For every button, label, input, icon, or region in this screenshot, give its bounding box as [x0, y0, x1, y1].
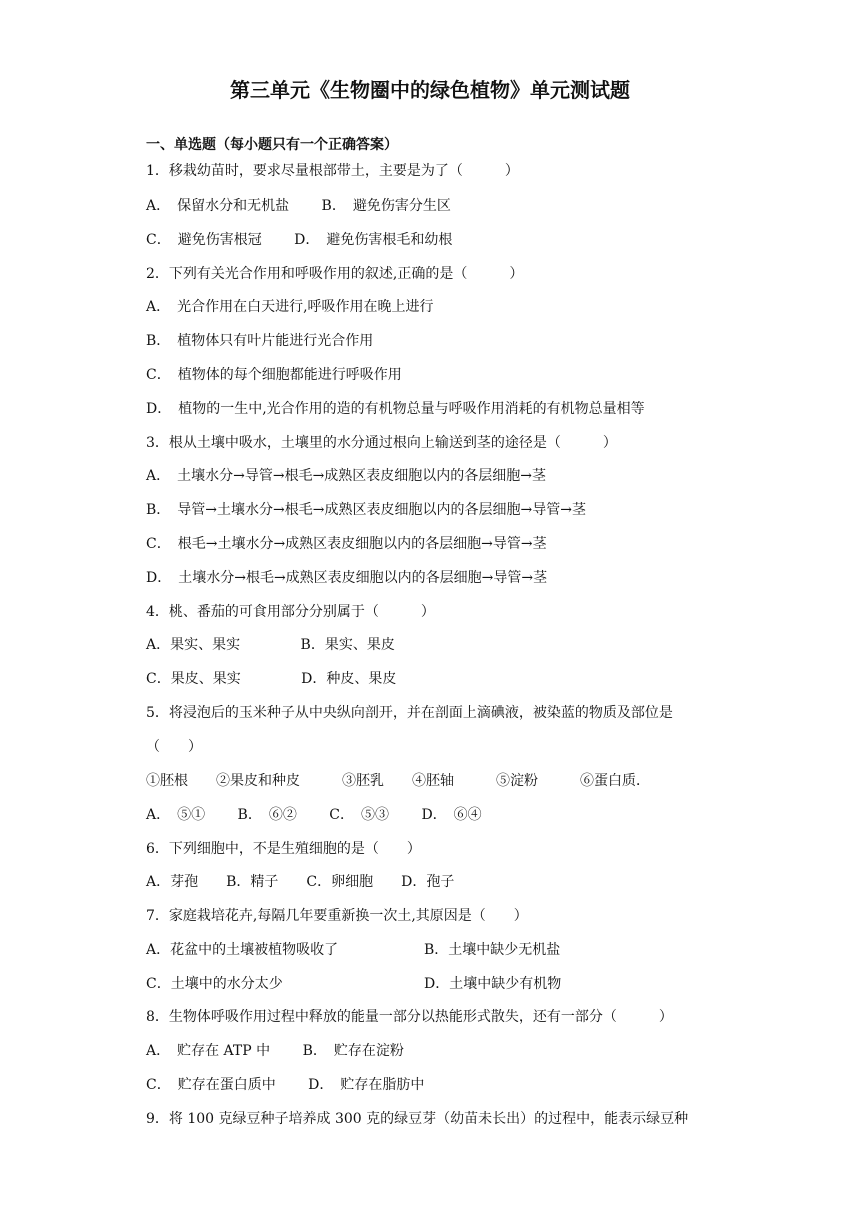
question-4-options-row-2: C．果皮、果实 D．种皮、果皮 — [146, 671, 397, 687]
question-1: 1．移栽幼苗时，要求尽量根部带土，主要是为了（ ） — [146, 163, 519, 179]
question-3-option-c: C． 根毛→土壤水分→成熟区表皮细胞以内的各层细胞→导管→茎 — [146, 536, 547, 552]
question-1-options-row-1: A． 保留水分和无机盐 B． 避免伤害分生区 — [146, 198, 451, 214]
question-7: 7．家庭栽培花卉,每隔几年要重新换一次土,其原因是（ ） — [146, 908, 528, 924]
question-5-items: ①胚根 ②果皮和种皮 ③胚乳 ④胚轴 ⑤淀粉 ⑥蛋白质． — [146, 773, 650, 789]
question-4: 4．桃、番茄的可食用部分分别属于（ ） — [146, 604, 435, 620]
question-7-option-a: A．花盆中的土壤被植物吸收了 — [146, 942, 339, 958]
question-6-options: A．芽孢 B．精子 C．卵细胞 D．孢子 — [146, 874, 455, 890]
document-title: 第三单元《生物圈中的绿色植物》单元测试题 — [230, 78, 630, 102]
question-5-options: A． ⑤① B． ⑥② C． ⑤③ D． ⑥④ — [146, 807, 482, 823]
question-5: 5．将浸泡后的玉米种子从中央纵向剖开，并在剖面上滴碘液，被染蓝的物质及部位是 — [146, 705, 673, 721]
question-3-option-a: A． 土壤水分→导管→根毛→成熟区表皮细胞以内的各层细胞→茎 — [146, 468, 547, 484]
question-8-options-row-1: A． 贮存在 ATP 中 B． 贮存在淀粉 — [146, 1043, 404, 1059]
question-2-option-c: C． 植物体的每个细胞都能进行呼吸作用 — [146, 367, 402, 383]
question-3-option-d: D． 土壤水分→根毛→成熟区表皮细胞以内的各层细胞→导管→茎 — [146, 570, 548, 586]
question-2: 2．下列有关光合作用和呼吸作用的叙述,正确的是（ ） — [146, 266, 524, 282]
question-8-options-row-2: C． 贮存在蛋白质中 D． 贮存在脂肪中 — [146, 1077, 425, 1093]
question-2-option-b: B． 植物体只有叶片能进行光合作用 — [146, 333, 374, 349]
question-9: 9．将 100 克绿豆种子培养成 300 克的绿豆芽（幼苗未长出）的过程中，能表示绿豆种 — [146, 1111, 689, 1127]
question-7-option-d: D．土壤中缺少有机物 — [424, 976, 562, 992]
question-3: 3．根从土壤中吸水，土壤里的水分通过根向上输送到茎的途径是（ ） — [146, 435, 617, 451]
question-3-option-b: B． 导管→土壤水分→根毛→成熟区表皮细胞以内的各层细胞→导管→茎 — [146, 502, 586, 518]
question-7-option-c: C．土壤中的水分太少 — [146, 976, 283, 992]
question-2-option-a: A． 光合作用在白天进行,呼吸作用在晚上进行 — [146, 299, 434, 315]
question-5-continuation: （ ） — [146, 739, 202, 755]
question-6: 6．下列细胞中，不是生殖细胞的是（ ） — [146, 841, 421, 857]
question-1-options-row-2: C． 避免伤害根冠 D． 避免伤害根毛和幼根 — [146, 232, 453, 248]
question-2-option-d: D． 植物的一生中,光合作用的造的有机物总量与呼吸作用消耗的有机物总量相等 — [146, 401, 645, 417]
section-heading: 一、单选题（每小题只有一个正确答案） — [146, 137, 398, 153]
question-8: 8．生物体呼吸作用过程中释放的能量一部分以热能形式散失，还有一部分（ ） — [146, 1009, 673, 1025]
question-7-option-b: B．土壤中缺少无机盐 — [424, 942, 561, 958]
question-4-options-row-1: A．果实、果实 B．果实、果皮 — [146, 637, 395, 653]
